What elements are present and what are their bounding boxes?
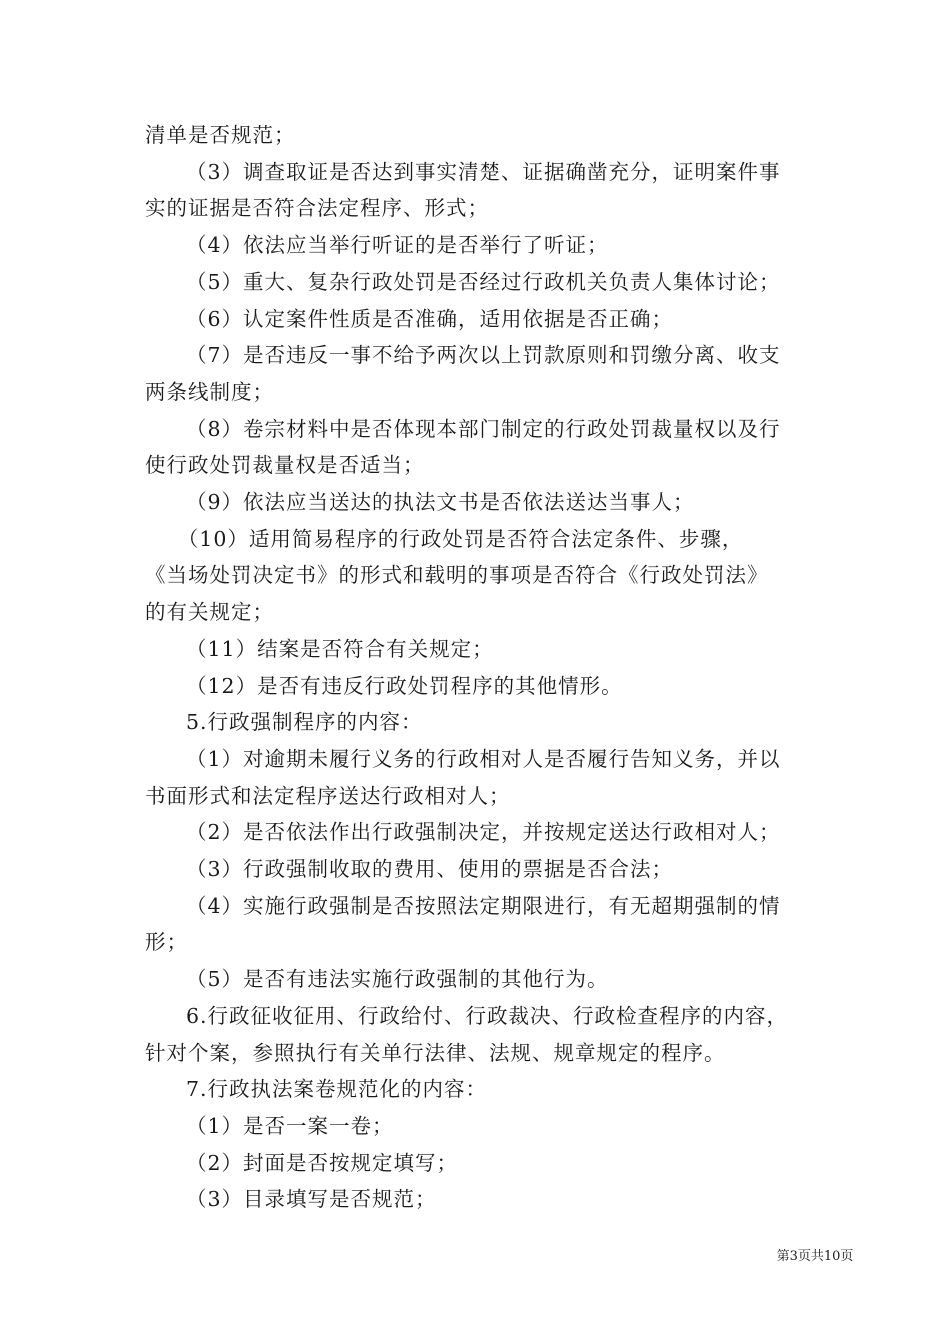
section-heading: 7.行政执法案卷规范化的内容： [186,1077,488,1102]
paragraph: （2）是否依法作出行政强制决定，并按规定送达行政相对人； [186,820,781,845]
page-footer [0,1245,950,1264]
paragraph: （6）认定案件性质是否准确，适用依据是否正确； [186,306,674,331]
paragraph: （10）适用简易程序的行政处罚是否符合法定条件、步骤， 《当场处罚决定书》的形式和载明的事项是否符合《行政处罚法》 的有关规定； [145,526,769,625]
paragraph: 清单是否规范； [145,123,296,147]
page-number: 第3页共10页 [776,1249,854,1264]
section-heading: 6.行政征收征用、行政给付、行政裁决、行政检查程序的内容， 针对个案，参照执行有关单行法律、法规、规章规定的程序。 [145,1003,789,1065]
paragraph: （1）对逾期未履行义务的行政相对人是否履行告知义务，并以 书面形式和法定程序送达行政相对人； [145,746,781,808]
paragraph: （3）行政强制收取的费用、使用的票据是否合法； [186,857,674,882]
paragraph: （4）依法应当举行听证的是否举行了听证； [186,233,609,258]
paragraph: （3）调查取证是否达到事实清楚、证据确凿充分，证明案件事 实的证据是否符合法定程序、形式； [145,159,781,221]
paragraph: （5）是否有违法实施行政强制的其他行为。 [186,967,609,992]
paragraph: （4）实施行政强制是否按照法定期限进行，有无超期强制的情 形； [145,893,781,955]
paragraph: （5）重大、复杂行政处罚是否经过行政机关负责人集体讨论； [186,269,781,294]
paragraph: （11）结案是否符合有关规定； [186,636,494,661]
paragraph: （8）卷宗材料中是否体现本部门制定的行政处罚裁量权以及行 使行政处罚裁量权是否适当； [145,416,781,478]
paragraph: （2）封面是否按规定填写； [186,1150,459,1175]
paragraph: （7）是否违反一事不给予两次以上罚款原则和罚缴分离、收支 两条线制度； [145,343,781,404]
paragraph: （1）是否一案一卷； [186,1113,394,1138]
paragraph: （3）目录填写是否规范； [186,1187,437,1212]
paragraph: （12）是否有违反行政处罚程序的其他情形。 [186,673,623,698]
paragraph: （9）依法应当送达的执法文书是否依法送达当事人； [186,490,695,515]
section-heading: 5.行政强制程序的内容： [186,710,423,735]
document-body [145,117,810,1218]
